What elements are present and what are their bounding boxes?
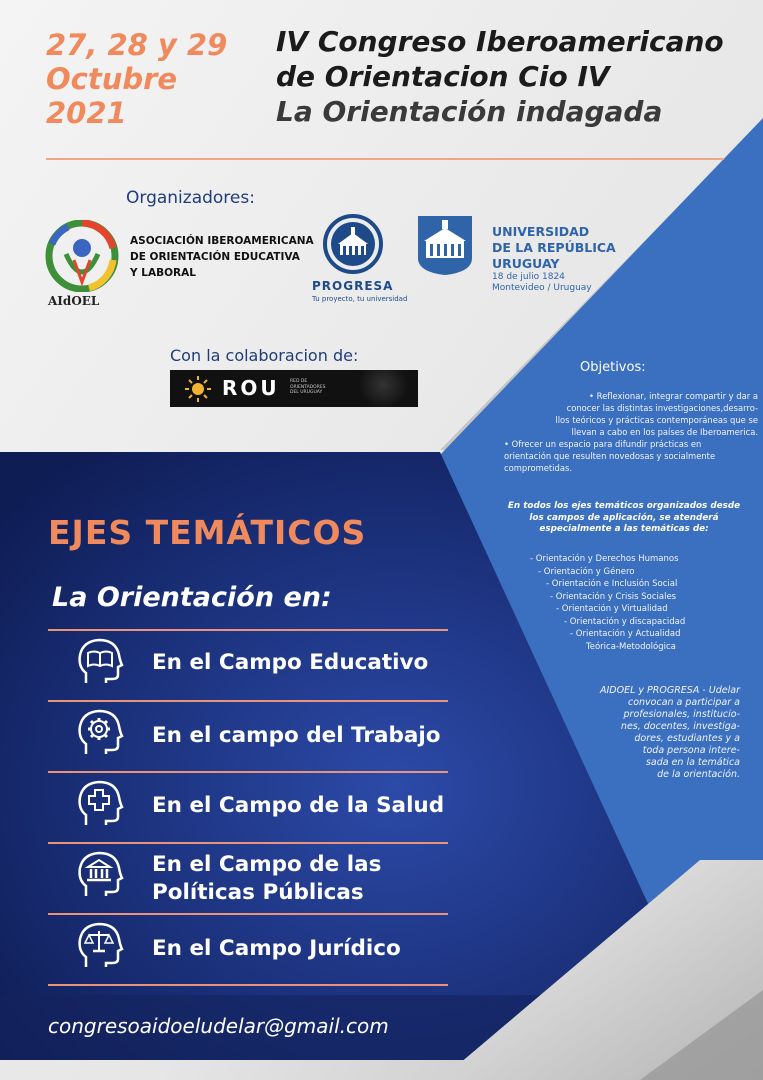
field-education-label: En el Campo Educativo bbox=[152, 650, 429, 675]
aidoel-name bbox=[130, 233, 314, 281]
sun-icon bbox=[184, 375, 212, 403]
building-head-icon bbox=[74, 850, 124, 900]
field-public-policy-line-1: En el Campo de las bbox=[152, 852, 382, 877]
topic-item: - Orientación y Derechos Humanos bbox=[530, 554, 679, 564]
invite-line-8: de la orientación. bbox=[657, 769, 740, 780]
topics-note bbox=[490, 501, 758, 536]
field-divider bbox=[48, 842, 448, 844]
date-month: Octubre bbox=[46, 62, 178, 96]
udelar-line-3: URUGUAY bbox=[492, 256, 560, 271]
rou-sub-line-2: ORIENTADORES bbox=[290, 384, 326, 390]
organizers-label: Organizadores: bbox=[126, 188, 255, 208]
topic-item: - Orientación y Crisis Sociales bbox=[550, 591, 677, 602]
field-work-label: En el campo del Trabajo bbox=[152, 723, 441, 748]
title-line-1: IV Congreso Iberoamericano bbox=[276, 25, 724, 58]
note-line-2: los campos de aplicación, se atenderá bbox=[529, 512, 719, 523]
invite-line-4: nes, docentes, investiga- bbox=[620, 721, 740, 732]
title-subtitle: La Orientación indagada bbox=[276, 95, 663, 128]
aidoel-name-line-1: ASOCIACIÓN IBEROAMERICANA bbox=[130, 235, 314, 247]
invite-line-2: convocan a participar a bbox=[627, 697, 740, 708]
ejes-subtitle: La Orientación en: bbox=[52, 582, 332, 613]
rou-acronym: ROU bbox=[222, 376, 280, 400]
aidoel-logo-icon bbox=[44, 220, 120, 292]
objectives-line-6: orientación que resulten novedosas y socialmente bbox=[504, 451, 716, 461]
contact-email[interactable]: congresoaidoeludelar@gmail.com bbox=[48, 1014, 389, 1038]
date-year: 2021 bbox=[46, 96, 127, 130]
topic-item: Teórica-Metodológica bbox=[586, 641, 676, 652]
udelar-founding bbox=[492, 272, 592, 294]
topic-item: - Orientación y discapacidad bbox=[564, 616, 686, 627]
field-divider bbox=[48, 913, 448, 915]
udelar-line-1: UNIVERSIDAD bbox=[492, 224, 590, 239]
field-public-policy-line-2: Políticas Públicas bbox=[152, 880, 364, 905]
rou-logo bbox=[170, 370, 418, 407]
field-legal-label: En el Campo Jurídico bbox=[152, 936, 401, 961]
objectives-line-5: • Ofrecer un espacio para difundir prácticas en bbox=[504, 439, 702, 449]
field-divider bbox=[48, 771, 448, 773]
topic-item: - Orientación y Virtualidad bbox=[556, 604, 668, 614]
aidoel-acronym: AIdOEL bbox=[48, 294, 100, 308]
objectives-title: Objetivos: bbox=[580, 360, 646, 375]
field-divider bbox=[48, 984, 448, 986]
udelar-line-2: DE LA REPÚBLICA bbox=[492, 240, 616, 255]
invite-line-1: AIDOEL y PROGRESA - Udelar bbox=[599, 685, 740, 696]
gear-head-icon bbox=[74, 708, 124, 758]
field-divider bbox=[48, 700, 448, 702]
objectives-line-2: conocer las distintas investigaciones,desarro- bbox=[566, 403, 758, 413]
invite-line-3: profesionales, institucio- bbox=[623, 709, 740, 720]
invite-line-5: dores, estudiantes y a bbox=[634, 733, 740, 744]
objectives-line-4: llevan a cabo en los países de Iberoamerica. bbox=[571, 427, 758, 437]
rou-sub-line-3: DEL URUGUAY bbox=[290, 390, 323, 395]
topics-list bbox=[520, 553, 740, 653]
progresa-logo-icon bbox=[322, 213, 384, 275]
invite-line-6: toda persona intere- bbox=[642, 745, 740, 756]
objectives-line-1: • Reflexionar, integrar compartir y dar a bbox=[589, 391, 758, 401]
rou-sub-line-1: RED DE bbox=[290, 379, 308, 384]
health-cross-head-icon bbox=[74, 779, 124, 829]
date-days: 27, 28 y 29 bbox=[46, 28, 228, 62]
aidoel-name-line-2: DE ORIENTACIÓN EDUCATIVA bbox=[130, 251, 300, 263]
progresa-tagline: Tu proyecto, tu universidad bbox=[312, 295, 408, 303]
objectives-line-3: llos teóricos y prácticas contemporáneas que se bbox=[555, 415, 758, 425]
book-head-icon bbox=[74, 637, 124, 687]
rou-decor bbox=[360, 370, 418, 407]
udelar-name bbox=[492, 224, 616, 272]
invitation-text bbox=[560, 685, 740, 781]
objectives-line-7: comprometidas. bbox=[504, 463, 572, 473]
topic-item: - Orientación e Inclusión Social bbox=[546, 579, 678, 589]
event-dates bbox=[46, 28, 227, 130]
objectives-text bbox=[490, 390, 758, 474]
note-line-1: En todos los ejes temáticos organizados desde bbox=[507, 501, 741, 511]
udelar-place: Montevideo / Uruguay bbox=[492, 283, 592, 293]
note-line-3: especialmente a las temáticas de: bbox=[539, 524, 709, 534]
scales-head-icon bbox=[74, 921, 124, 971]
event-title bbox=[276, 24, 724, 129]
field-divider bbox=[48, 629, 448, 631]
aidoel-name-line-3: Y LABORAL bbox=[130, 267, 196, 279]
header-divider bbox=[46, 158, 724, 160]
topic-item: - Orientación y Género bbox=[538, 566, 635, 577]
title-line-2: de Orientacion Cio IV bbox=[276, 60, 610, 93]
udelar-date: 18 de julio 1824 bbox=[492, 272, 565, 282]
field-health-label: En el Campo de la Salud bbox=[152, 793, 445, 818]
udelar-logo-icon bbox=[416, 214, 474, 276]
field-public-policy-label bbox=[152, 851, 381, 907]
invite-line-7: sada en la temática bbox=[645, 757, 740, 768]
rou-subtitle bbox=[290, 379, 326, 396]
progresa-name: PROGRESA bbox=[312, 279, 394, 293]
ejes-title: EJES TEMÁTICOS bbox=[48, 513, 367, 552]
topic-item: - Orientación y Actualidad bbox=[570, 629, 681, 639]
collaboration-label: Con la colaboracion de: bbox=[170, 346, 359, 365]
